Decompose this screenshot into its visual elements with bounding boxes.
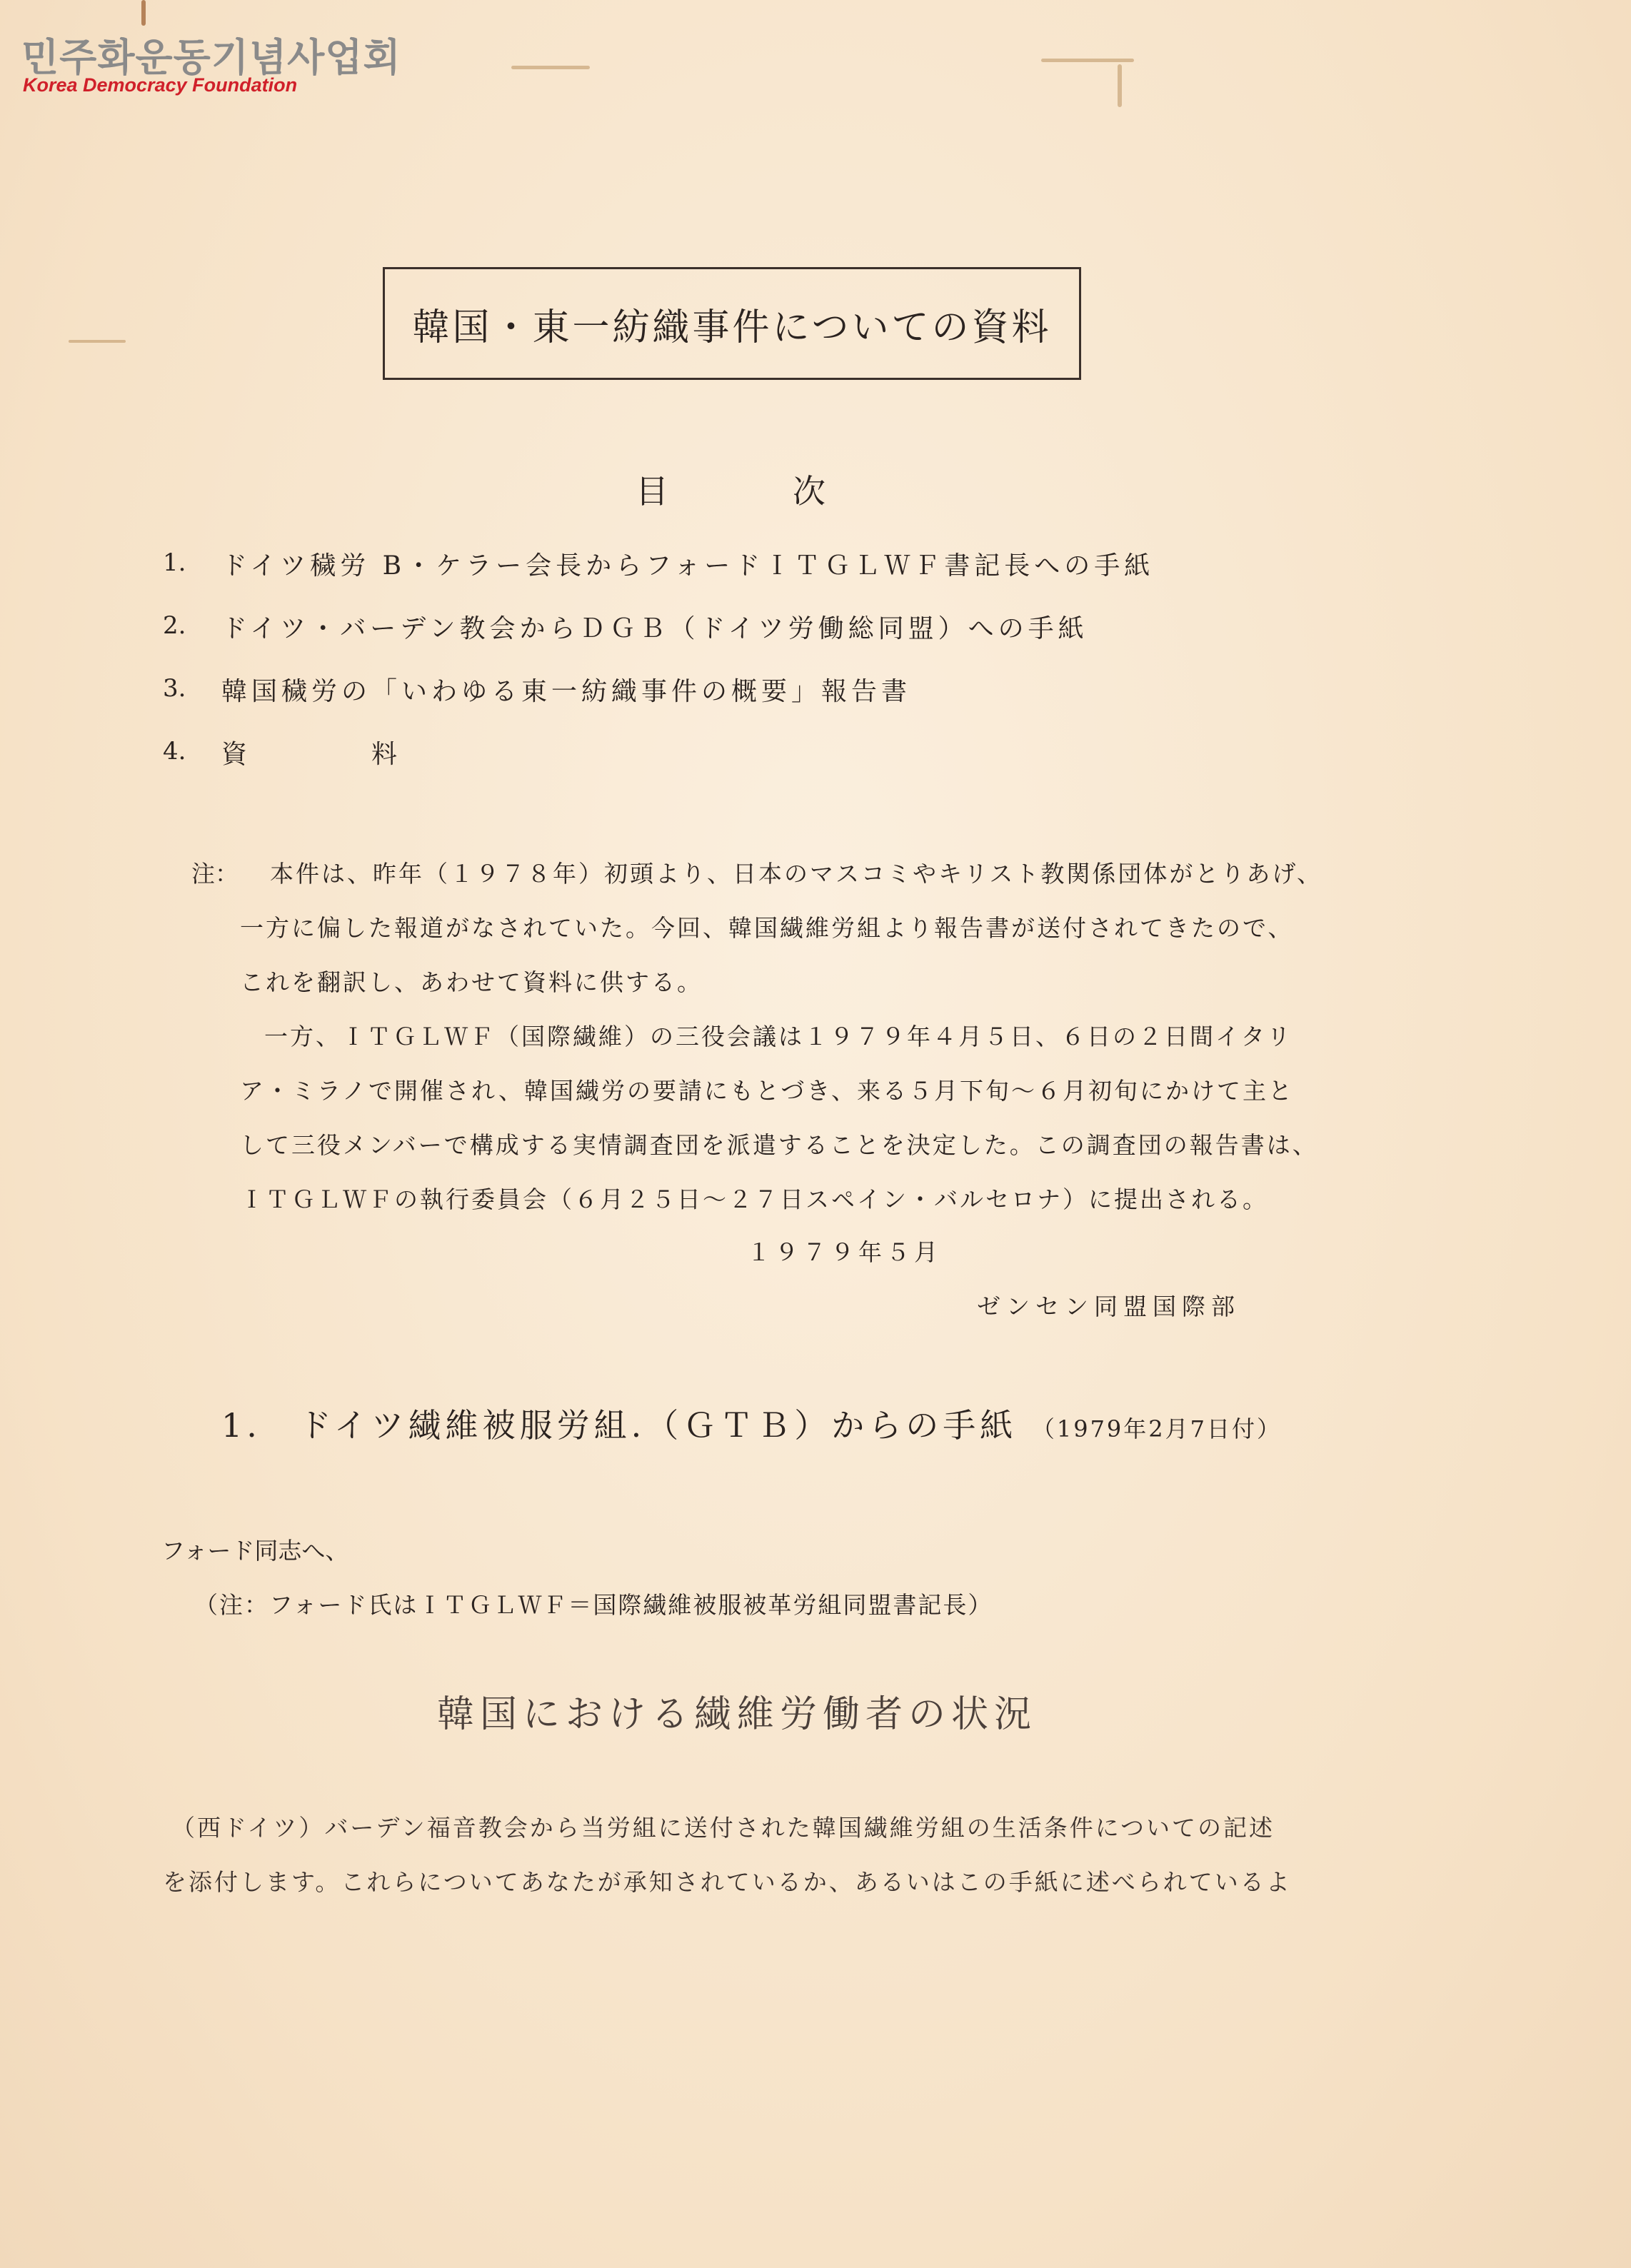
note-line: 一方、ＩＴＧＬＷＦ（国際繊維）の三役会議は１９７９年４月５日、６日の２日間イタリ <box>264 1023 1293 1050</box>
document-title-box <box>383 267 1081 380</box>
toc-heading-1: 目 <box>636 472 668 511</box>
paper-stain <box>1118 64 1122 107</box>
section-1-date: （1979年2月7日付） <box>1031 1415 1283 1442</box>
section-1-title: 1. ドイツ繊維被服労組.（ＧＴＢ）からの手紙 <box>221 1406 1018 1445</box>
toc-heading-2: 次 <box>793 472 825 511</box>
paper-stain <box>1041 59 1134 62</box>
toc-item-text: 韓国穢労の「いわゆる東一紡織事件の概要」報告書 <box>221 677 912 706</box>
paper-stain <box>69 340 126 343</box>
note-label: 注： <box>191 860 239 888</box>
watermark-english: Korea Democracy Foundation <box>23 74 298 96</box>
note-line: 本件は、昨年（１９７８年）初頭より、日本のマスコミやキリスト教関係団体がとりあげ、 <box>270 860 1323 888</box>
document-title: 韓国・東一紡織事件についての資料 <box>412 306 1052 349</box>
section-1-heading <box>221 1400 1282 1447</box>
toc-item-text: 資 料 <box>221 740 402 769</box>
toc-item-number: 3. <box>163 674 186 703</box>
body-line: （西ドイツ）バーデン福音教会から当労組に送付された韓国繊維労組の生活条件についての記述 <box>171 1814 1275 1842</box>
greeting: フォード同志へ、 <box>161 1537 349 1565</box>
toc-item-text: ドイツ・バーデン教会からＤＧＢ（ドイツ労働総同盟）への手紙 <box>221 614 1088 643</box>
watermark-korean: 민주화운동기념사업회 <box>21 35 401 80</box>
letter-subtitle: 韓国における繊維労働者の状況 <box>437 1693 1038 1736</box>
body-line: を添付します。これらについてあなたが承知されているか、あるいはこの手紙に述べられているよ <box>163 1868 1292 1896</box>
toc-item-text: ドイツ穢労 B・ケラー会長からフォードＩＴＧＬＷＦ書記長への手紙 <box>221 551 1155 581</box>
note-date: １９７９年５月 <box>747 1238 942 1266</box>
note-line: して三役メンバーで構成する実情調査団を派遣することを決定した。この調査団の報告書は、 <box>240 1131 1318 1159</box>
greeting-note: （注：フォード氏はＩＴＧＬＷＦ＝国際繊維被服被革労組同盟書記長） <box>194 1591 993 1619</box>
toc-item-number: 2. <box>163 611 186 640</box>
paper-stain <box>511 66 590 69</box>
note-line: これを翻訳し、あわせて資料に供する。 <box>240 968 703 996</box>
note-organization: ゼンセン同盟国際部 <box>977 1293 1240 1320</box>
note-line: ＩＴＧＬＷＦの執行委員会（６月２５日～２７日スペイン・バルセロナ）に提出される。 <box>240 1185 1268 1213</box>
note-line: 一方に偏した報道がなされていた。今回、韓国繊維労組より報告書が送付されてきたので、 <box>240 914 1294 942</box>
toc-item-number: 1. <box>163 548 186 577</box>
paper-stain <box>141 0 146 26</box>
note-line: ア・ミラノで開催され、韓国繊労の要請にもとづき、来る５月下旬～６月初旬にかけて主と <box>240 1077 1294 1105</box>
toc-item-number: 4. <box>163 737 186 766</box>
